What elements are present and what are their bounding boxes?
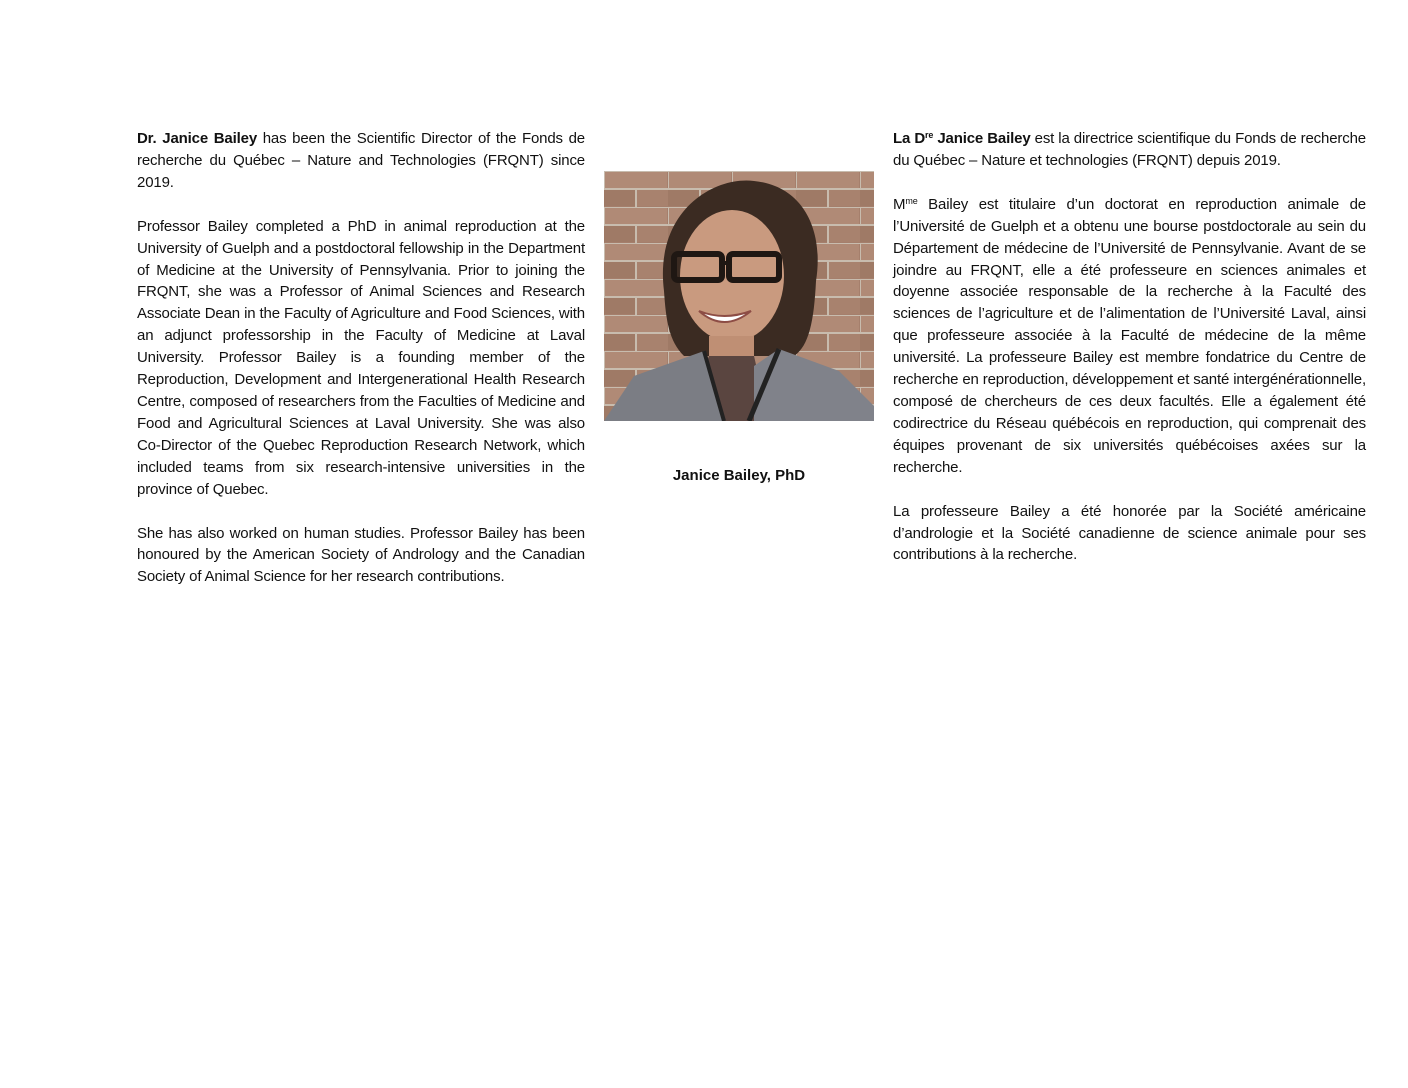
- french-bio-column: [893, 128, 1366, 588]
- portrait-caption: Janice Bailey, PhD: [672, 467, 806, 484]
- french-career-text: Bailey est titulaire d’un doctorat en reproduction animale de l’Université de Guelph et a obtenu une bourse postdoctorale au sein du Département de médecine de l’Université de Pennsylvanie. Avant de se joindre au FRQNT, elle a été professeure en sciences animales et doyenne associée responsable de la recherche à la Faculté des sciences de l’agriculture et de l’alimentation de l’Université Laval, ainsi que professeure associée à la Faculté de médecine de la même université. La professeure Bailey est membre fondatrice du Centre de recherche en reproduction, développement et santé intergénérationnelle, composé de chercheurs de ces deux facultés. Elle a également été codirectrice du Réseau québécois en reproduction, qui comprenait des équipes provenant de six universités québécoises axées sur la recherche.: [893, 195, 1367, 476]
- french-career-superscript: me: [905, 195, 918, 206]
- french-bio-title: [893, 130, 1031, 147]
- french-honours-paragraph: La professeure Bailey a été honorée par la Société américaine d’andrologie et la Société canadienne de science animale pour ses contributions à la recherche.: [893, 502, 1366, 564]
- english-career-paragraph: Professor Bailey completed a PhD in animal reproduction at the University of Guelph and a postdoctoral fellowship in the Department of Medicine at the University of Pennsylvania. Prior to joining the FRQNT, she was a Professor of Animal Sciences and Research Associate Dean in the Faculty of Agriculture and Food Sciences, with an adjunct professorship in the Faculty of Medicine at Laval University. Professor Bailey is a founding member of the Reproduction, Development and Intergenerational Health Research Centre, composed of researchers from the Faculties of Medicine and Food and Agricultural Sciences at Laval University. She was also Co-Director of the Quebec Reproduction Research Network, which included teams from six research-intensive universities in the province of Quebec.: [137, 217, 585, 498]
- portrait-photo: [604, 171, 874, 421]
- english-intro-text: has been the Scientific Director of the Fonds de recherche du Québec – Nature and Technologies (FRQNT) since 2019.: [137, 130, 585, 191]
- english-honours-paragraph: She has also worked on human studies. Professor Bailey has been honoured by the American Society of Andrology and the Canadian Society of Animal Science for her research contributions.: [137, 524, 585, 586]
- french-career-prefix: M: [893, 195, 906, 213]
- french-title-prefix: La D: [893, 130, 925, 147]
- english-bio-column: [137, 128, 585, 610]
- french-bio-name: Janice Bailey: [933, 130, 1031, 147]
- english-intro-paragraph: [137, 128, 585, 194]
- french-intro-text: est la directrice scientifique du Fonds de recherche du Québec – Nature et technologies (FRQNT) depuis 2019.: [893, 130, 1366, 169]
- french-title-superscript: re: [925, 130, 934, 140]
- english-bio-name: Dr. Janice Bailey: [137, 130, 258, 147]
- french-intro-paragraph: [893, 128, 1366, 172]
- portrait-image: [604, 171, 874, 421]
- french-career-paragraph: [893, 194, 1366, 479]
